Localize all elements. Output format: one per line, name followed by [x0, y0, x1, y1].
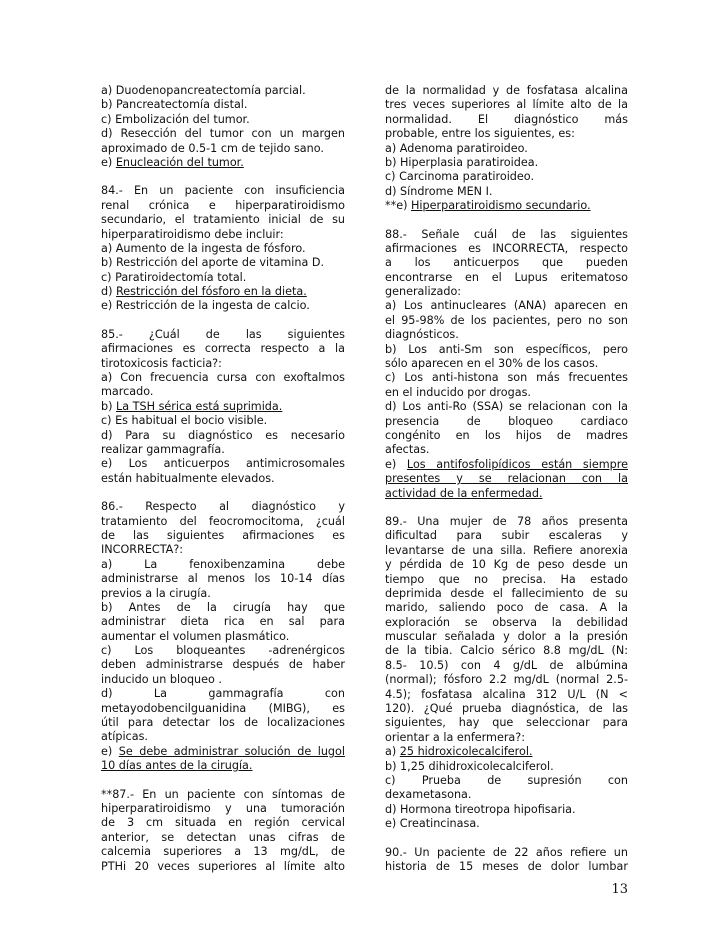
text-line — [385, 644, 628, 658]
option-prefix: **e) — [385, 199, 411, 213]
question-block-q88 — [385, 228, 628, 501]
line-text: inducido un bloqueo . — [101, 672, 222, 686]
question-block-q83-options — [101, 84, 345, 170]
line-text: b) Los anti-Sm son específicos, pero — [385, 342, 628, 356]
text-line — [385, 616, 628, 630]
line-text: c) Los bloqueantes -adrenérgicos — [101, 644, 345, 658]
line-text: calcemia superiores a 13 mg/dL, de — [101, 845, 345, 859]
correct-answer-text: Enucleación del tumor. — [115, 155, 244, 169]
line-text: están habitualmente elevados. — [101, 471, 275, 485]
text-line — [101, 644, 345, 658]
line-text: c) Prueba de supresión con — [385, 773, 628, 787]
text-line — [385, 256, 628, 270]
text-line — [385, 515, 628, 529]
line-text: b) Hiperplasia paratiroidea. — [385, 155, 539, 169]
line-text: 86.- Respecto al diagnóstico y — [101, 500, 345, 514]
line-text: y pérdida de 10 Kg de peso desde un — [385, 558, 628, 572]
question-block-q90 — [385, 846, 628, 875]
text-line — [385, 860, 628, 874]
text-line — [101, 256, 345, 270]
text-line — [101, 213, 345, 227]
text-line — [101, 730, 345, 744]
text-line — [385, 113, 628, 127]
text-line — [101, 142, 345, 156]
line-text: b) Antes de la cirugía hay que — [101, 600, 345, 614]
text-line — [101, 558, 345, 572]
text-line — [385, 760, 628, 774]
line-text: 84.- En un paciente con insuficiencia — [101, 184, 345, 198]
text-line — [101, 457, 345, 471]
question-block-q87 — [101, 788, 345, 874]
correct-answer-text: presentes y se relacionan con la — [385, 472, 628, 486]
line-text: de 3 cm situada en región cervical — [101, 816, 345, 830]
text-line — [385, 400, 628, 414]
text-line — [101, 371, 345, 385]
line-text: d) Los anti-Ro (SSA) se relacionan con la — [385, 400, 628, 414]
text-line — [101, 299, 345, 313]
text-line — [101, 860, 345, 874]
line-text: c) Carcinoma paratiroideo. — [385, 170, 534, 184]
line-text: tiempo que no precisa. Ha estado — [385, 572, 628, 586]
line-text: hiperparatiroidismo y una tumoración — [101, 801, 345, 815]
line-text: orientar a la enfermera?: — [385, 730, 525, 744]
text-line — [385, 529, 628, 543]
text-line — [101, 745, 345, 759]
text-line — [101, 716, 345, 730]
text-line — [385, 731, 628, 745]
line-text: d) Para su diagnóstico es necesario — [101, 428, 345, 442]
line-text: c) Paratiroidectomía total. — [101, 270, 247, 284]
question-block-q86 — [101, 500, 345, 773]
line-text: e) Los anticuerpos antimicrosomales — [101, 457, 345, 471]
text-line — [385, 127, 628, 141]
line-text: b) Restricción del aporte de vitamina D. — [101, 256, 325, 270]
line-text: útil para detectar los de localizaciones — [101, 716, 345, 730]
option-prefix: d) — [101, 285, 117, 299]
line-text: afirmaciones es correcta respecto a la — [101, 342, 345, 356]
line-text: en el inducido por drogas. — [385, 385, 531, 399]
text-line — [101, 529, 345, 543]
line-text: INCORRECTA?: — [101, 543, 184, 557]
correct-answer-text: Los antifosfolipídicos están siempre — [406, 457, 628, 471]
text-line — [101, 702, 345, 716]
line-text: atípicas. — [101, 730, 148, 744]
line-text: d) Resección del tumor con un margen — [101, 127, 345, 141]
text-line — [101, 572, 345, 586]
text-line — [385, 630, 628, 644]
line-text: aproximado de 0.5-1 cm de tejido sano. — [101, 141, 324, 155]
text-line — [101, 156, 345, 170]
line-text: probable, entre los siguientes, es: — [385, 127, 575, 141]
text-line — [101, 615, 345, 629]
text-line — [101, 500, 345, 514]
text-line — [101, 630, 345, 644]
line-text: 4.5); fosfatasa alcalina 312 U/L (N < — [385, 687, 628, 701]
line-text: encontrarse en el Lupus eritematoso — [385, 270, 628, 284]
line-text: dificultad para subir escaleras y — [385, 529, 628, 543]
line-text: administrar dieta rica en sal para — [101, 615, 345, 629]
line-text: previos a la cirugía. — [101, 586, 211, 600]
text-line — [101, 831, 345, 845]
text-line — [385, 299, 628, 313]
text-line — [385, 702, 628, 716]
text-line — [101, 472, 345, 486]
text-line — [385, 558, 628, 572]
text-line — [101, 242, 345, 256]
question-block-q89 — [385, 515, 628, 832]
text-line — [385, 285, 628, 299]
text-line — [385, 688, 628, 702]
text-line — [101, 98, 345, 112]
left-column — [101, 84, 345, 888]
text-line — [385, 84, 628, 98]
line-text: renal crónica e hiperparatiroidismo — [101, 198, 345, 212]
text-line — [101, 816, 345, 830]
question-block-q87-cont — [385, 84, 628, 214]
line-text: c) Es habitual el bocio visible. — [101, 414, 268, 428]
line-text: b) 1,25 dihidroxicolecalciferol. — [385, 759, 554, 773]
line-text: 8.5- 10.5) con 4 g/dL de albúmina — [385, 658, 628, 672]
text-line — [385, 587, 628, 601]
option-prefix: b) — [101, 399, 117, 413]
text-line — [385, 673, 628, 687]
text-line — [101, 285, 345, 299]
line-text: PTHi 20 veces superiores al límite alto — [101, 859, 345, 873]
text-line — [385, 242, 628, 256]
line-text: 120). ¿Qué prueba diagnóstica, de las — [385, 702, 628, 716]
line-text: tres veces superiores al límite alto de la — [385, 98, 628, 112]
correct-answer-text: Restricción del fósforo en la dieta. — [116, 285, 307, 299]
line-text: el 95-98% de los pacientes, pero no son — [385, 313, 628, 327]
text-line — [101, 687, 345, 701]
text-line — [385, 343, 628, 357]
right-column — [385, 84, 628, 888]
line-text: diagnósticos. — [385, 328, 459, 342]
text-line — [385, 443, 628, 457]
line-text: a) La fenoxibenzamina debe — [101, 557, 345, 571]
option-prefix: e) — [101, 155, 116, 169]
text-line — [101, 357, 345, 371]
line-text: 85.- ¿Cuál de las siguientes — [101, 327, 345, 341]
text-line — [101, 113, 345, 127]
line-text: d) Hormona tireotropa hipofisaria. — [385, 802, 576, 816]
line-text: tratamiento del feocromocitoma, ¿cuál — [101, 514, 345, 528]
line-text: 88.- Señale cuál de las siguientes — [385, 227, 628, 241]
line-text: exploración se observa la debilidad — [385, 615, 628, 629]
text-line — [385, 716, 628, 730]
text-line — [385, 601, 628, 615]
line-text: levantarse de una silla. Refiere anorexia — [385, 543, 628, 557]
line-text: a) Duodenopancreatectomía parcial. — [101, 84, 306, 97]
page-number: 13 — [611, 882, 628, 897]
text-line — [101, 385, 345, 399]
line-text: a) Aumento de la ingesta de fósforo. — [101, 241, 306, 255]
text-line — [101, 802, 345, 816]
correct-answer-text: 10 días antes de la cirugía. — [101, 759, 253, 773]
text-line — [101, 759, 345, 773]
correct-answer-text: 25 hidroxicolecalciferol. — [399, 745, 533, 759]
line-text: c) Los anti-histona son más frecuentes — [385, 371, 628, 385]
line-text: 89.- Una mujer de 78 años presenta — [385, 514, 628, 528]
line-text: sólo aparecen en el 30% de los casos. — [385, 357, 599, 371]
correct-answer-text: Hiperparatiroidismo secundario. — [411, 199, 591, 213]
text-line — [101, 788, 345, 802]
text-line — [101, 587, 345, 601]
line-text: metayodobencilguanidina (MIBG), es — [101, 701, 345, 715]
line-text: **87.- En un paciente con síntomas de — [101, 787, 345, 801]
text-line — [385, 170, 628, 184]
line-text: anterior, se detectan unas cifras de — [101, 830, 345, 844]
text-line — [101, 429, 345, 443]
text-line — [385, 386, 628, 400]
line-text: a los anticuerpos que pueden — [385, 256, 628, 270]
line-text: presencia de bloqueo cardiaco — [385, 414, 628, 428]
text-line — [385, 745, 628, 759]
line-text: realizar gammagrafía. — [101, 442, 225, 456]
line-text: 90.- Un paciente de 22 años refiere un — [385, 845, 628, 859]
text-line — [385, 788, 628, 802]
text-line — [385, 371, 628, 385]
text-line — [385, 458, 628, 472]
text-line — [385, 429, 628, 443]
text-line — [385, 271, 628, 285]
line-text: deprimida desde el fallecimiento de su — [385, 586, 628, 600]
text-line — [385, 544, 628, 558]
text-line — [385, 98, 628, 112]
line-text: afirmaciones es INCORRECTA, respecto — [385, 241, 628, 255]
option-prefix: e) — [101, 744, 119, 758]
text-line — [101, 84, 345, 98]
text-line — [101, 414, 345, 428]
line-text: deben administrarse después de haber — [101, 658, 345, 672]
text-line — [101, 271, 345, 285]
text-line — [385, 573, 628, 587]
text-line — [385, 142, 628, 156]
text-line — [385, 487, 628, 501]
line-text: d) Síndrome MEN I. — [385, 184, 493, 198]
text-line — [101, 601, 345, 615]
text-line — [101, 127, 345, 141]
text-line — [101, 845, 345, 859]
text-line — [385, 185, 628, 199]
line-text: d) La gammagrafía con — [101, 687, 345, 701]
line-text: secundario, el tratamiento inicial de su — [101, 213, 345, 227]
text-line — [385, 156, 628, 170]
text-line — [385, 328, 628, 342]
question-block-q84 — [101, 184, 345, 314]
line-text: historia de 15 meses de dolor lumbar — [385, 859, 628, 873]
text-line — [101, 228, 345, 242]
text-line — [101, 443, 345, 457]
text-line — [101, 658, 345, 672]
line-text: a) Los antinucleares (ANA) aparecen en — [385, 299, 628, 313]
line-text: de la normalidad y de fosfatasa alcalina — [385, 84, 628, 97]
line-text: siguientes, hay que seleccionar para — [385, 716, 628, 730]
line-text: c) Embolización del tumor. — [101, 112, 250, 126]
line-text: normalidad. El diagnóstico más — [385, 112, 628, 126]
text-line — [101, 342, 345, 356]
line-text: e) Creatincinasa. — [385, 817, 480, 831]
text-line — [385, 846, 628, 860]
question-block-q85 — [101, 328, 345, 486]
line-text: dexametasona. — [385, 788, 472, 802]
line-text: afectas. — [385, 443, 430, 457]
line-text: b) Pancreatectomía distal. — [101, 98, 248, 112]
text-line — [385, 774, 628, 788]
text-line — [385, 472, 628, 486]
line-text: administrarse al menos los 10-14 días — [101, 572, 345, 586]
text-line — [385, 199, 628, 213]
correct-answer-text: La TSH sérica está suprimida. — [116, 399, 283, 413]
line-text: (normal); fósforo 2.2 mg/dL (normal 2.5- — [385, 673, 628, 687]
line-text: congénito en los hijos de madres — [385, 428, 628, 442]
text-line — [385, 659, 628, 673]
text-line — [101, 673, 345, 687]
text-line — [101, 328, 345, 342]
text-line — [385, 314, 628, 328]
option-prefix: a) — [385, 745, 400, 759]
text-line — [385, 357, 628, 371]
line-text: e) Restricción de la ingesta de calcio. — [101, 299, 310, 313]
line-text: marido, saliendo poco de casa. A la — [385, 601, 628, 615]
line-text: hiperparatiroidismo debe incluir: — [101, 227, 284, 241]
line-text: aumentar el volumen plasmático. — [101, 629, 290, 643]
text-line — [101, 515, 345, 529]
line-text: generalizado: — [385, 285, 462, 299]
text-line — [385, 817, 628, 831]
text-line — [385, 415, 628, 429]
line-text: a) Adenoma paratiroideo. — [385, 141, 528, 155]
line-text: a) Con frecuencia cursa con exoftalmos — [101, 371, 345, 385]
text-line — [101, 184, 345, 198]
text-line — [101, 400, 345, 414]
text-line — [101, 199, 345, 213]
line-text: de la tibia. Calcio sérico 8.8 mg/dL (N: — [385, 644, 628, 658]
option-prefix: e) — [385, 457, 407, 471]
line-text: tirotoxicosis facticia?: — [101, 356, 222, 370]
correct-answer-text: actividad de la enfermedad. — [385, 486, 543, 500]
line-text: de las siguientes afirmaciones es — [101, 528, 345, 542]
text-line — [101, 543, 345, 557]
line-text: muscular señalada y dolor a la presión — [385, 630, 628, 644]
line-text: marcado. — [101, 385, 154, 399]
text-line — [385, 803, 628, 817]
text-line — [385, 228, 628, 242]
correct-answer-text: Se debe administrar solución de lugol — [118, 744, 345, 758]
